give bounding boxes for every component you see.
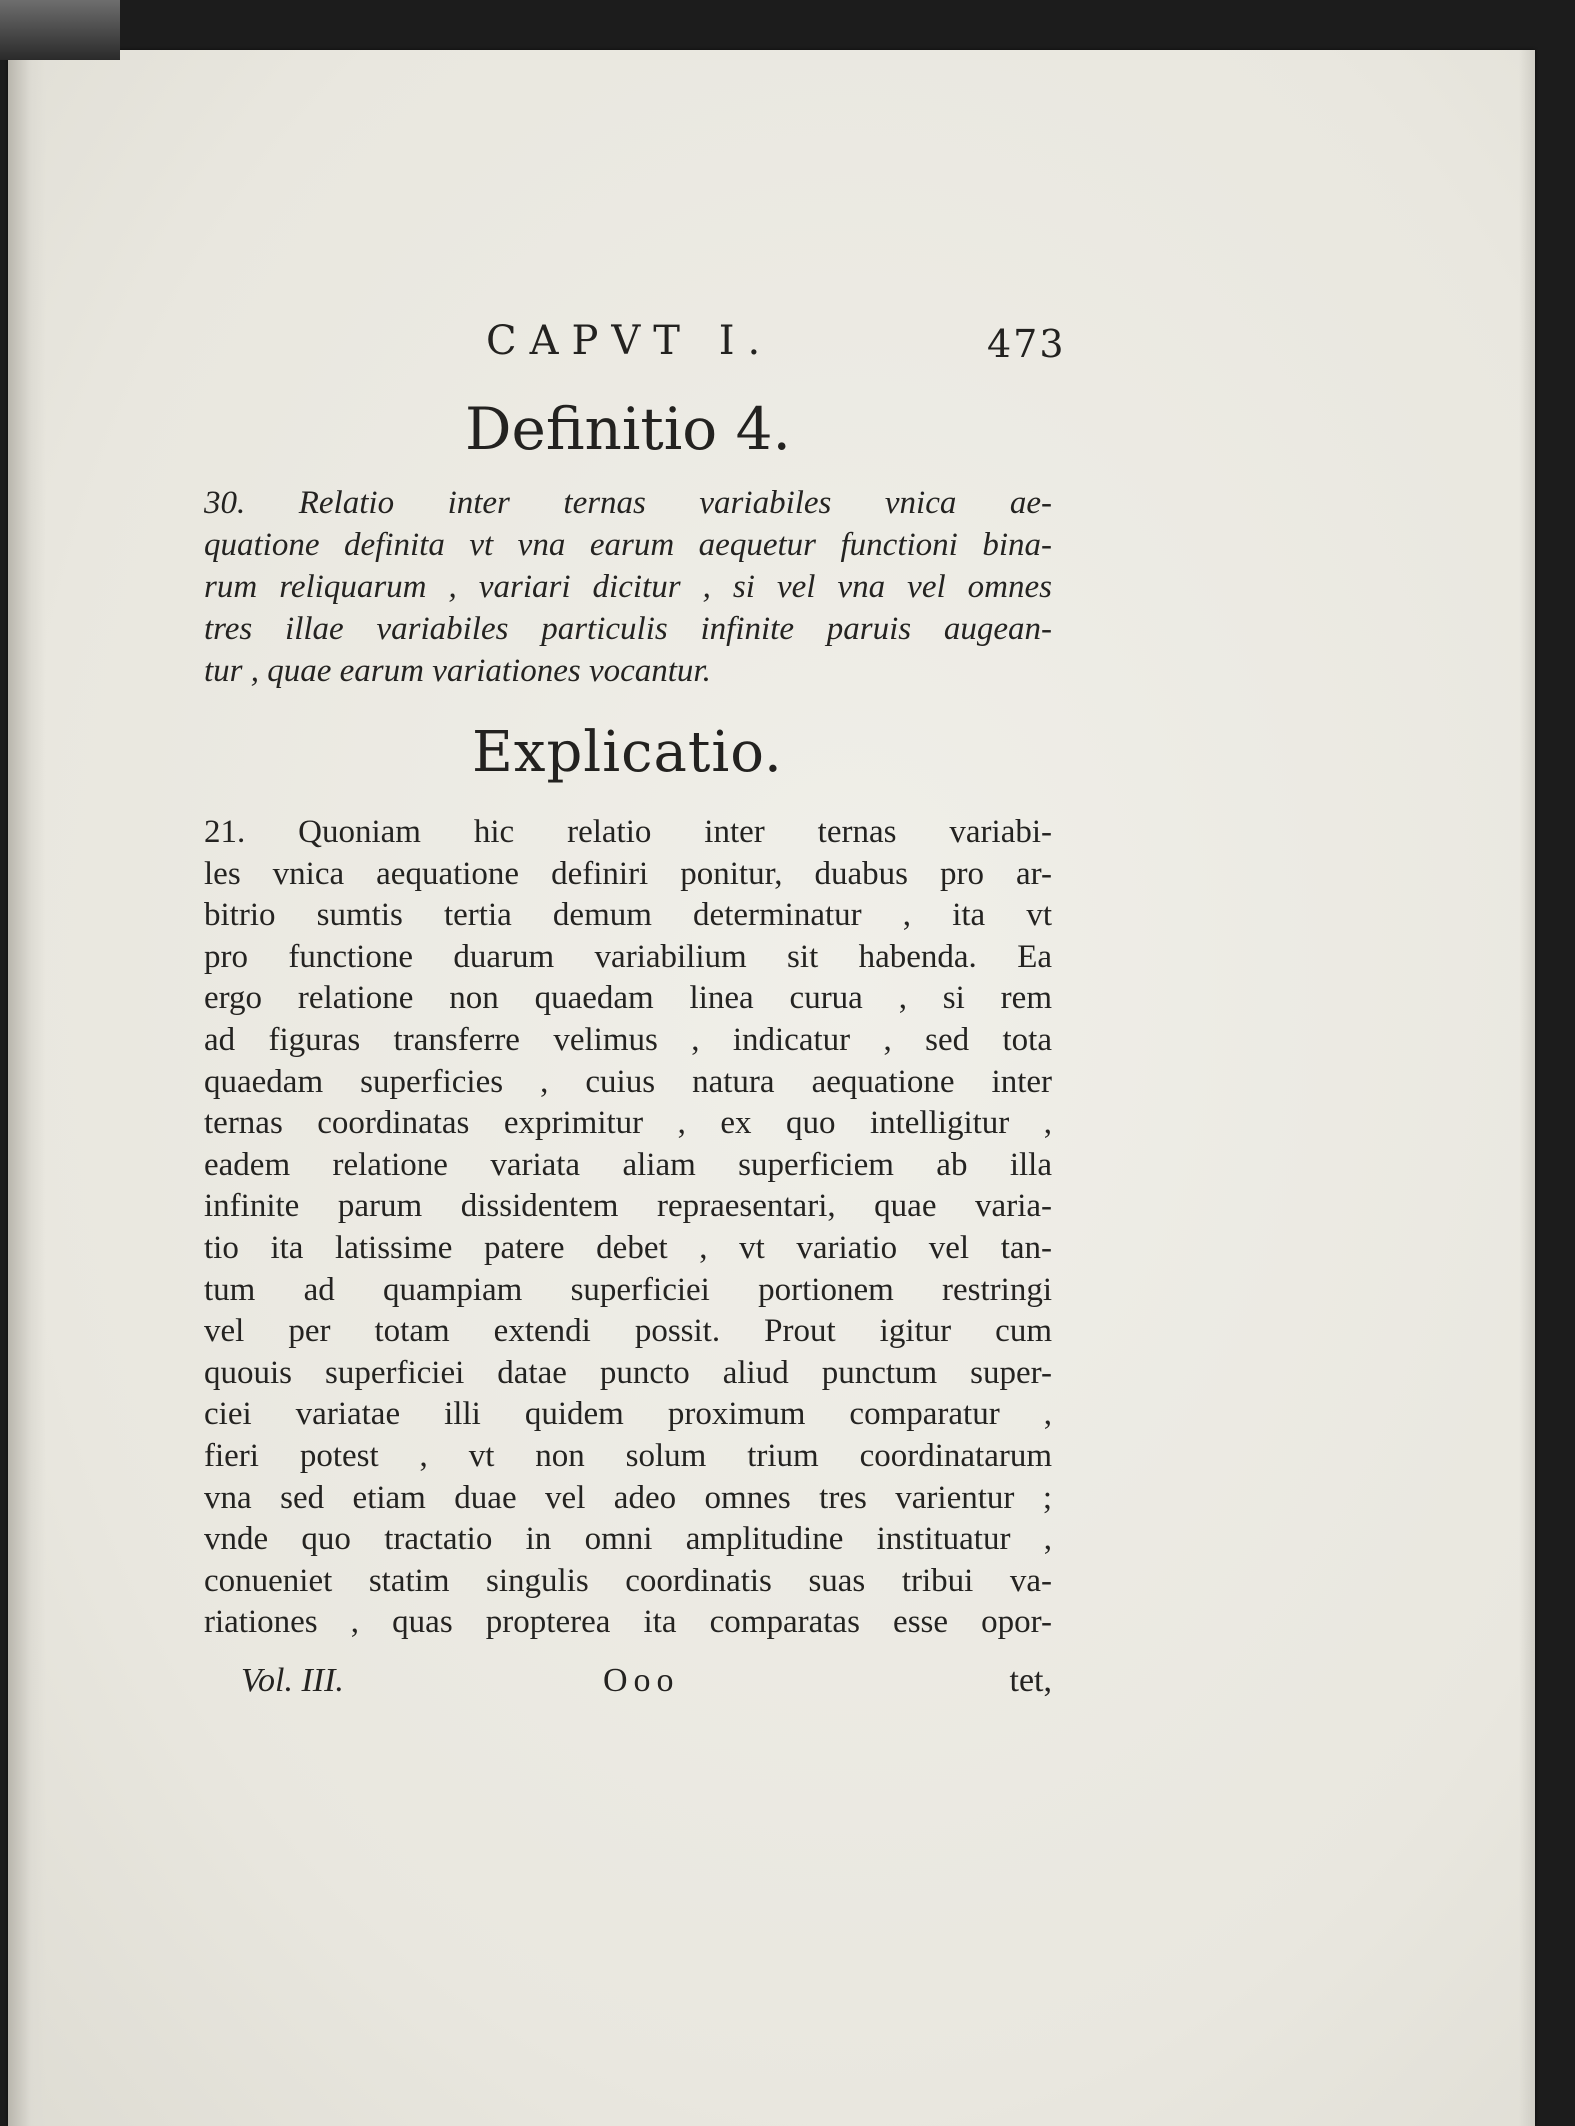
page-number: 473: [987, 322, 1066, 366]
text-line: fieri potest , vt non solum trium coordinatarum: [204, 1437, 1052, 1474]
running-head: CAPVT I.: [486, 318, 774, 364]
text-line: ciei variatae illi quidem proximum comparatur ,: [204, 1396, 1052, 1433]
text-line: quaedam superficies , cuius natura aequatione inter: [204, 1063, 1052, 1100]
text-line: 21. Quoniam hic relatio inter ternas variabi-: [204, 814, 1052, 850]
page-footer: [241, 1662, 1052, 1708]
text-line: pro functione duarum variabilium sit habenda. Ea: [204, 938, 1052, 975]
page-stack-corner: [0, 0, 120, 60]
definition-paragraph: [204, 482, 1052, 692]
text-line: infinite parum dissidentem repraesentari, quae varia-: [204, 1188, 1052, 1225]
text-line: quouis superficiei datae puncto aliud punctum super-: [204, 1354, 1052, 1391]
text-line: 30. Relatio inter ternas variabiles vnica ae-: [204, 485, 1052, 521]
text-line: tio ita latissime patere debet , vt variatio vel tan-: [204, 1229, 1052, 1266]
volume-label: Vol. III.: [241, 1662, 344, 1699]
catchword: tet,: [1009, 1662, 1052, 1699]
text-line: les vnica aequatione definiri ponitur, duabus pro ar-: [204, 855, 1052, 892]
text-line: ad figuras transferre velimus , indicatur , sed tota: [204, 1021, 1052, 1058]
definition-heading: Definitio 4.: [465, 395, 791, 463]
text-line: tum ad quampiam superficiei portionem restringi: [204, 1271, 1052, 1308]
text-line: conueniet statim singulis coordinatis suas tribui va-: [204, 1562, 1052, 1599]
explication-heading: Explicatio.: [472, 720, 783, 785]
text-line: vel per totam extendi possit. Prout igitur cum: [204, 1313, 1052, 1350]
text-line: rum reliquarum , variari dicitur , si vel vna vel omnes: [204, 569, 1052, 605]
text-line: riationes , quas propterea ita comparatas esse opor-: [204, 1604, 1052, 1641]
text-line: quatione definita vt vna earum aequetur functioni bina-: [204, 527, 1052, 563]
text-line: tur , quae earum variationes vocantur.: [204, 653, 711, 689]
page-edge: [1519, 50, 1535, 2126]
signature-mark: Ooo: [603, 1662, 680, 1699]
text-line: ternas coordinatas exprimitur , ex quo intelligitur ,: [204, 1105, 1052, 1142]
book-page: [8, 50, 1535, 2126]
text-line: tres illae variabiles particulis infinite paruis augean-: [204, 611, 1052, 647]
page-gutter: [8, 50, 46, 2126]
text-line: vna sed etiam duae vel adeo omnes tres varientur ;: [204, 1479, 1052, 1516]
text-line: eadem relatione variata aliam superficiem ab illa: [204, 1146, 1052, 1183]
explication-paragraph: [204, 812, 1052, 1644]
text-line: bitrio sumtis tertia demum determinatur , ita vt: [204, 897, 1052, 934]
text-line: ergo relatione non quaedam linea curua , si rem: [204, 980, 1052, 1017]
text-line: vnde quo tractatio in omni amplitudine instituatur ,: [204, 1521, 1052, 1558]
